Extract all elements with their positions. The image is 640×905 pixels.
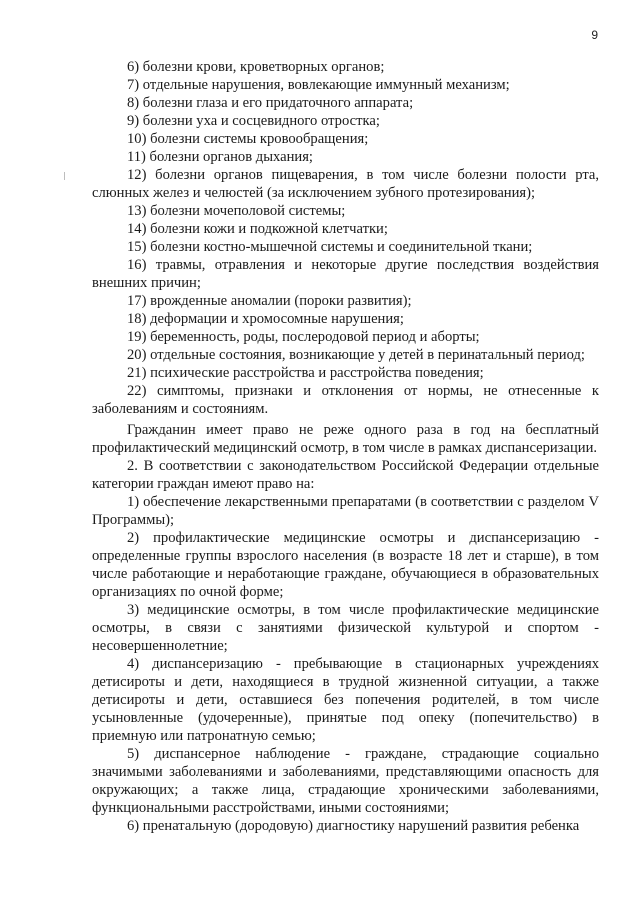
list-item-rights-2: 2) профилактические медицинские осмотры и диспансеризацию - определенные группы взрослого населения (в возрасте 18 лет и старше), в том числе работающие и неработающие граждане, обучающиеся в образовательных организациях по очной форме;: [92, 530, 599, 600]
list-item-diseases-14: 14) болезни кожи и подкожной клетчатки;: [127, 221, 388, 237]
list-item-diseases-7: 7) отдельные нарушения, вовлекающие иммунный механизм;: [127, 77, 510, 93]
list-item-diseases-13: 13) болезни мочеполовой системы;: [127, 203, 346, 219]
paragraph-free-checkup: Гражданин имеет право не реже одного раза в год на бесплатный профилактический медицинский осмотр, в том числе в рамках диспансеризации.: [92, 422, 599, 456]
page-number: 9: [591, 28, 598, 42]
list-item-rights-1: 1) обеспечение лекарственными препаратами (в соответствии с разделом V Программы);: [92, 494, 599, 528]
list-item-diseases-12: 12) болезни органов пищеварения, в том числе болезни полости рта, слюнных желез и челюстей (за исключением зубного протезирования);: [92, 167, 599, 201]
list-item-rights-4: 4) диспансеризацию - пребывающие в стационарных учреждениях детисироты и дети, находящиеся в трудной жизненной ситуации, а также детисироты и дети, оставшиеся без попечения родителей, в том числе усыновленные (удочеренные), принятые под опеку (попечительство) в приемную или патронатную семью;: [92, 656, 599, 744]
list-item-diseases-10: 10) болезни системы кровообращения;: [127, 131, 369, 147]
document-body: [92, 58, 599, 835]
list-item-diseases-21: 21) психические расстройства и расстройства поведения;: [127, 365, 484, 381]
list-item-diseases-22: 22) симптомы, признаки и отклонения от нормы, не отнесенные к заболеваниям и состояниям.: [92, 383, 599, 417]
list-item-diseases-20: 20) отдельные состояния, возникающие у детей в перинатальный период;: [127, 347, 585, 363]
list-item-diseases-16: 16) травмы, отравления и некоторые другие последствия воздействия внешних причин;: [92, 257, 599, 291]
list-item-diseases-15: 15) болезни костно-мышечной системы и соединительной ткани;: [127, 239, 533, 255]
list-item-diseases-8: 8) болезни глаза и его придаточного аппарата;: [127, 95, 414, 111]
list-item-rights-6: 6) пренатальную (дородовую) диагностику нарушений развития ребенка: [127, 818, 580, 834]
list-item-diseases-6: 6) болезни крови, кроветворных органов;: [127, 59, 385, 75]
list-item-diseases-9: 9) болезни уха и сосцевидного отростка;: [127, 113, 380, 129]
paragraph-2-intro: 2. В соответствии с законодательством Российской Федерации отдельные категории граждан имеют право на:: [92, 458, 599, 492]
list-item-diseases-17: 17) врожденные аномалии (пороки развития);: [127, 293, 412, 309]
list-item-diseases-18: 18) деформации и хромосомные нарушения;: [127, 311, 404, 327]
list-item-diseases-19: 19) беременность, роды, послеродовой период и аборты;: [127, 329, 480, 345]
list-item-rights-5: 5) диспансерное наблюдение - граждане, страдающие социально значимыми заболеваниями и заболеваниями, представляющими опасность для окружающих; а также лица, страдающие хроническими заболеваниями, функциональными расстройствами, иными состояниями;: [92, 746, 599, 816]
list-item-diseases-11: 11) болезни органов дыхания;: [127, 149, 313, 165]
list-item-rights-3: 3) медицинские осмотры, в том числе профилактические медицинские осмотры, в связи с занятиями физической культурой и спортом - несовершеннолетние;: [92, 602, 599, 654]
margin-mark: [64, 172, 65, 180]
